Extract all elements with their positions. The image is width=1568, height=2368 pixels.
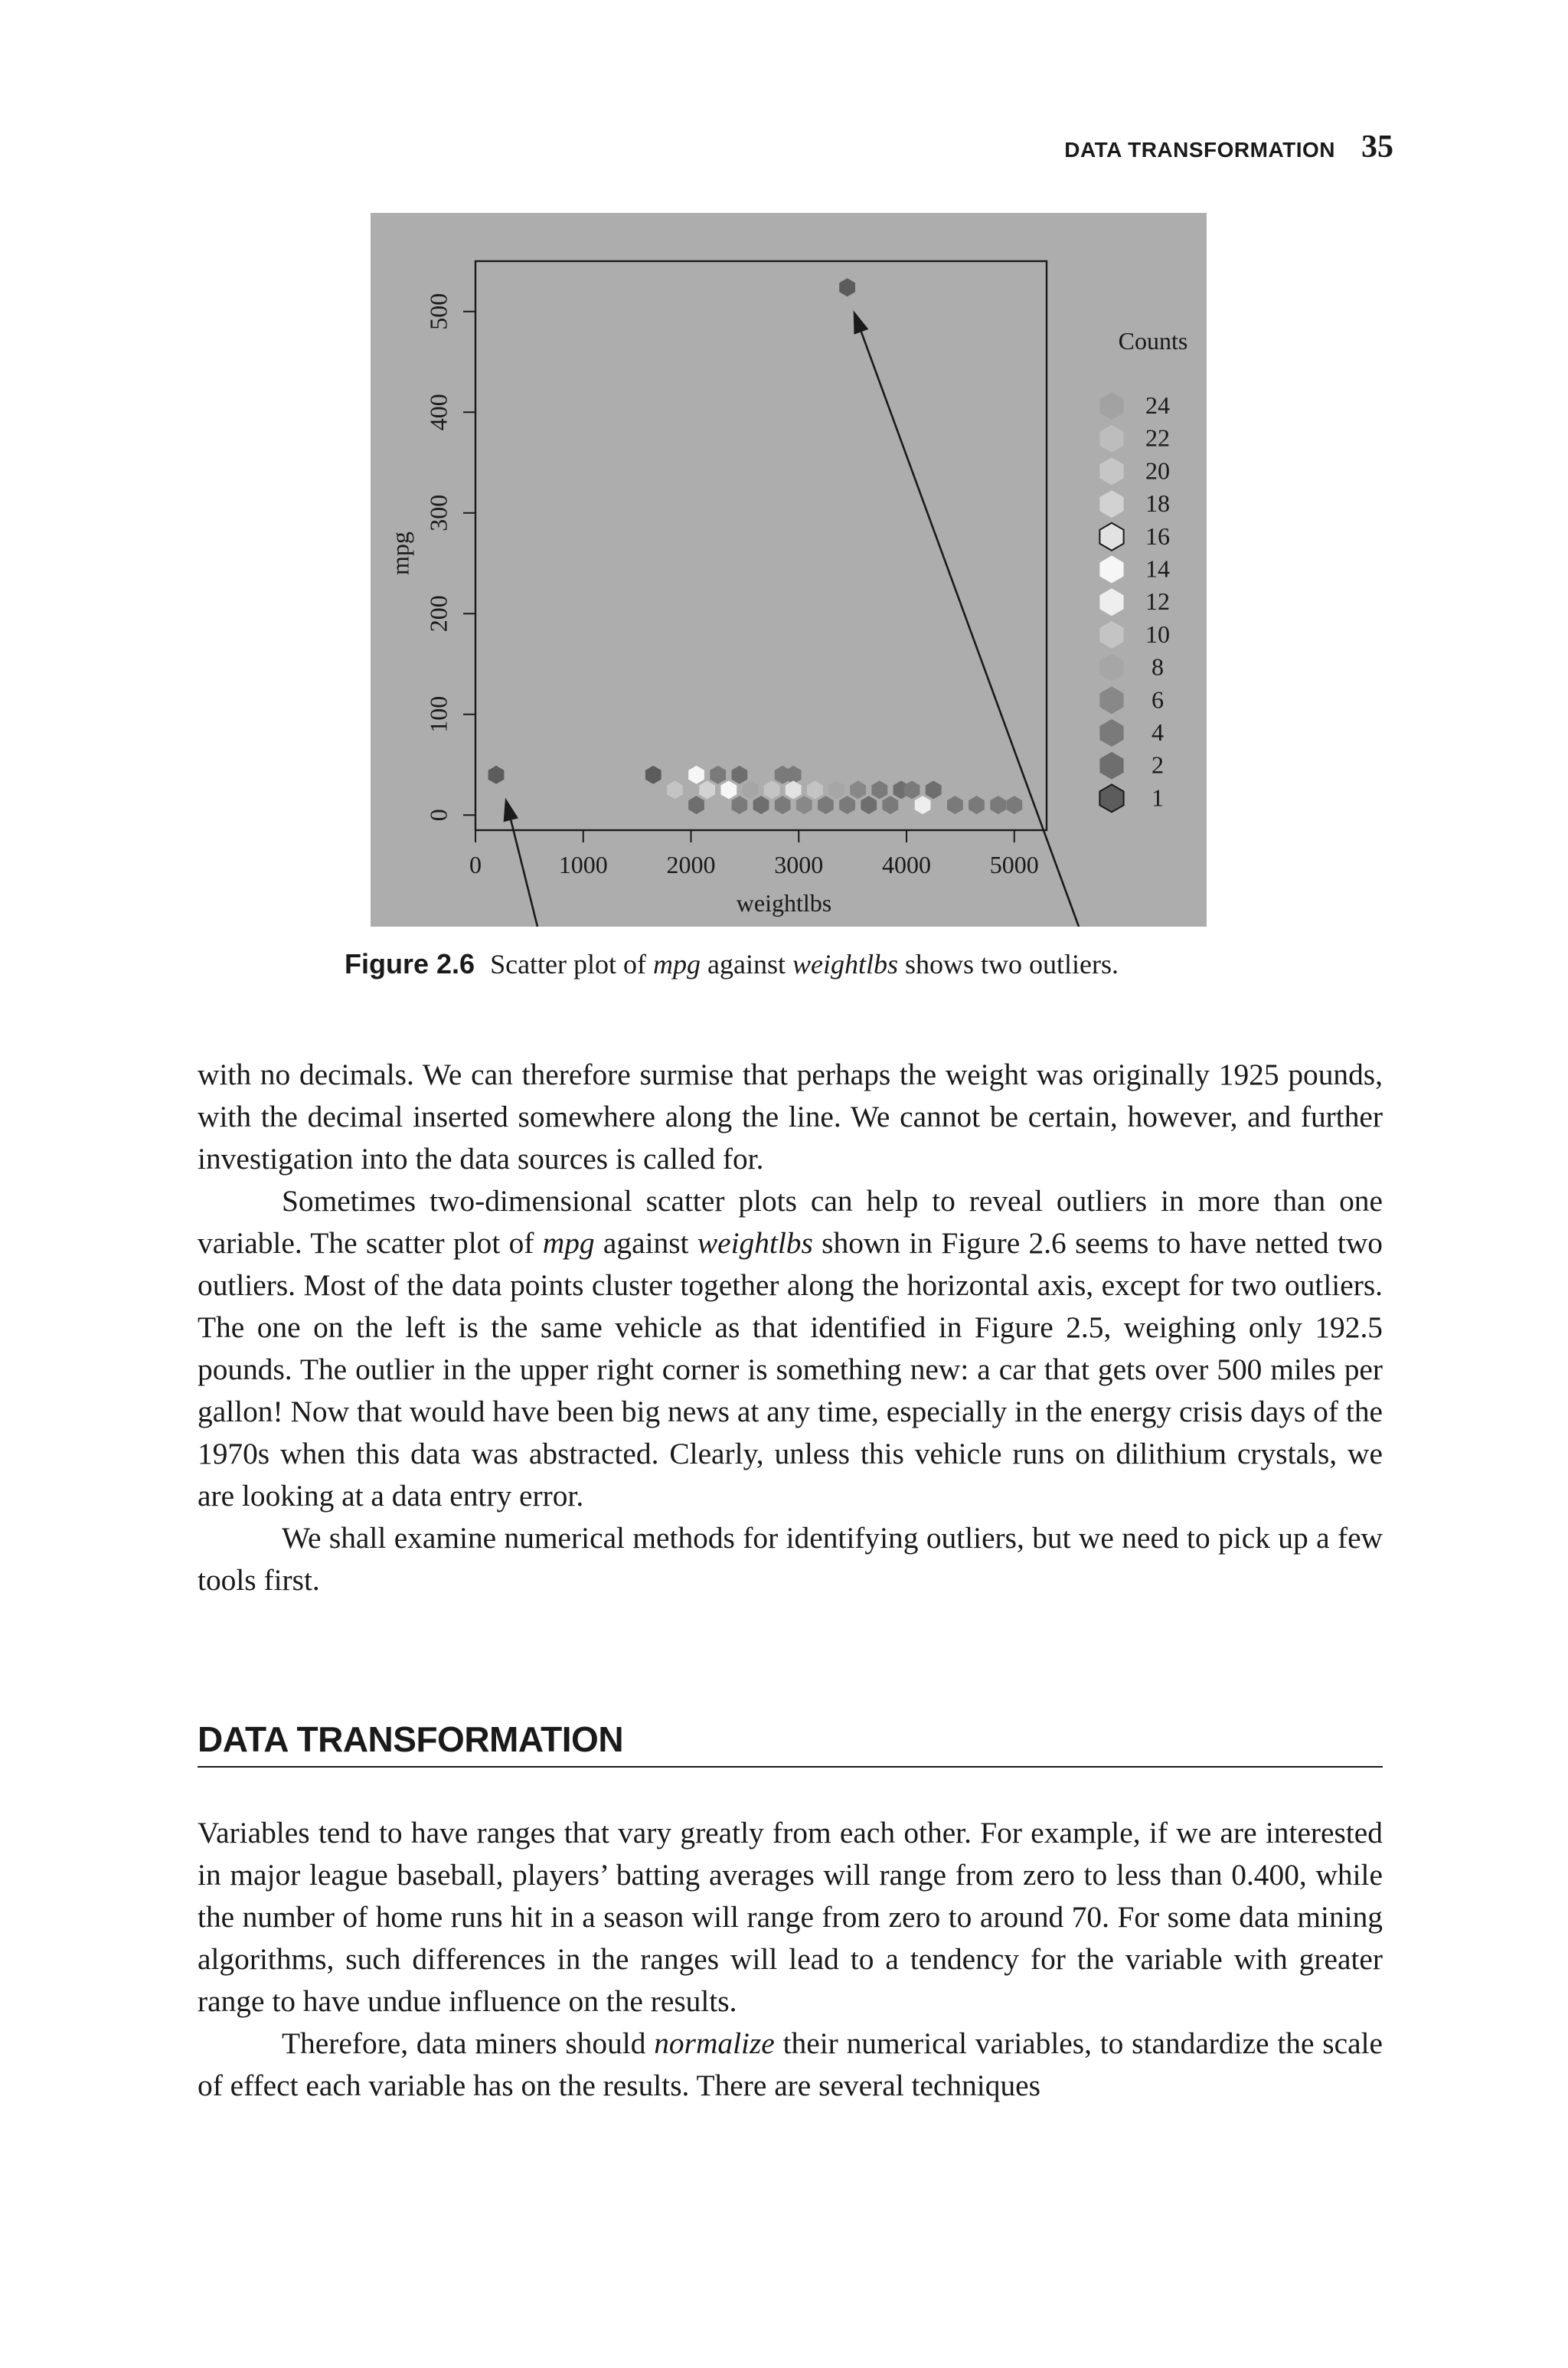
caption-text-2: against — [701, 949, 792, 980]
legend-label: 4 — [1152, 718, 1164, 746]
hexbin-point — [775, 796, 791, 814]
legend-swatch — [1099, 654, 1123, 682]
y-axis-label: mpg — [386, 531, 414, 575]
hexbin-point — [861, 796, 877, 814]
x-tick-label: 4000 — [882, 851, 932, 878]
hexbin-point — [743, 780, 759, 799]
running-head-title: DATA TRANSFORMATION — [1064, 138, 1335, 162]
hexbin-point — [1006, 796, 1022, 814]
hexbin-point — [969, 796, 985, 814]
page-number: 35 — [1361, 129, 1393, 165]
paragraph-italic-normalize: normalize — [654, 2026, 775, 2060]
hexbin-point — [699, 780, 715, 799]
legend-label: 20 — [1145, 456, 1170, 485]
caption-var-2: weightlbs — [792, 949, 899, 980]
hexbin-point — [732, 766, 748, 784]
outlier-arrow-head — [854, 310, 869, 335]
hexbin-point — [926, 780, 942, 799]
caption-text-1: Scatter plot of — [490, 949, 654, 980]
paragraph-text: their numerical variables, to standardize the scale of effect each variable has on the results. There are several techniques — [198, 2026, 1383, 2102]
legend-swatch — [1099, 719, 1123, 747]
y-tick-label: 0 — [424, 809, 452, 822]
hexbin-point — [883, 796, 899, 814]
legend-label: 24 — [1145, 391, 1170, 419]
x-axis-label: weightlbs — [736, 889, 832, 917]
paragraph-italic-weightlbs: weightlbs — [697, 1226, 813, 1260]
paragraph-text: against — [594, 1226, 697, 1260]
hexbin-point — [753, 796, 769, 814]
x-tick-label: 0 — [469, 851, 482, 878]
legend-label: 2 — [1152, 751, 1164, 779]
legend-swatch — [1099, 686, 1123, 714]
paragraph — [198, 2023, 1383, 2107]
section-heading: DATA TRANSFORMATION — [198, 1719, 1383, 1768]
paragraph-text: Sometimes two-dimensional scatter plots can help to reveal outliers in more than one variable. The scatter plot of — [198, 1184, 1383, 1260]
hexbin-point — [710, 766, 726, 784]
outlier-arrow-shaft — [511, 820, 537, 927]
hexbin-point — [915, 796, 931, 814]
hexbin-point — [645, 766, 662, 784]
figure-label: Figure 2.6 — [345, 948, 475, 980]
hexbin-point — [732, 796, 748, 814]
x-tick-label: 3000 — [774, 851, 824, 878]
hexbin-point — [720, 780, 737, 799]
hexbin-point — [786, 780, 802, 799]
legend-swatch — [1099, 588, 1123, 616]
caption-var-1: mpg — [653, 949, 701, 980]
y-tick-label: 400 — [424, 394, 452, 431]
paragraph: Variables tend to have ranges that vary greatly from each other. For example, if we are interested in major league baseball, players’ batting averages will range from zero to less than 0.400, while the number of home runs hit in a season will range from zero to around 70. For some data mining algorithms, such differences in the ranges will lead to a tendency for the variable with greater range to have undue influence on the results. — [198, 1816, 1383, 2018]
hexbin-point — [488, 766, 505, 784]
hexbin-point — [764, 780, 780, 799]
hexbin-point — [947, 796, 963, 814]
body-text-after-heading — [198, 1812, 1383, 2107]
legend-swatch — [1099, 784, 1123, 812]
legend-swatch — [1099, 556, 1123, 584]
scatter-plot-svg — [371, 213, 1207, 927]
legend-label: 10 — [1145, 620, 1170, 648]
x-tick-label: 2000 — [666, 851, 716, 878]
legend-swatch — [1099, 621, 1123, 649]
legend-swatch — [1099, 490, 1123, 518]
legend-swatch — [1099, 752, 1123, 780]
legend-swatch — [1099, 392, 1123, 420]
figure-caption — [345, 948, 1340, 980]
hexbin-point — [688, 796, 704, 814]
legend-label: 12 — [1145, 587, 1170, 616]
hexbin-point — [807, 780, 823, 799]
outlier-arrow-head — [504, 798, 518, 823]
legend-label: 6 — [1152, 685, 1164, 714]
legend-label: 1 — [1152, 783, 1164, 812]
hexbin-point — [990, 796, 1006, 814]
hexbin-point — [850, 780, 866, 799]
body-text-before-heading — [198, 1054, 1383, 1601]
hexbin-point — [904, 780, 920, 799]
hexbin-point — [828, 780, 844, 799]
legend-title: Counts — [1118, 327, 1188, 355]
hexbin-point — [796, 796, 812, 814]
paragraph — [198, 1180, 1383, 1517]
hexbin-point — [839, 278, 855, 296]
figure-hexbin-plot — [371, 213, 1207, 927]
paragraph: We shall examine numerical methods for identifying outliers, but we need to pick up a few tools first. — [198, 1521, 1383, 1597]
legend-label: 16 — [1145, 522, 1170, 550]
y-tick-label: 300 — [424, 494, 452, 531]
paragraph-italic-mpg: mpg — [542, 1226, 595, 1260]
caption-text-3: shows two outliers. — [898, 949, 1119, 980]
plot-frame — [475, 261, 1047, 830]
x-tick-label: 5000 — [989, 851, 1039, 878]
y-tick-label: 500 — [424, 293, 452, 330]
legend-label: 8 — [1152, 653, 1164, 681]
hexbin-point — [839, 796, 855, 814]
legend-swatch — [1099, 425, 1123, 453]
hexbin-point — [688, 766, 704, 784]
x-tick-label: 1000 — [558, 851, 608, 878]
legend-swatch — [1099, 457, 1123, 485]
legend-label: 18 — [1145, 489, 1170, 518]
paragraph-text: shown in Figure 2.6 seems to have netted two outliers. Most of the data points cluster together along the horizontal axis, except for two outliers. The one on the left is the same vehicle as that identified in Figure 2.5, weighing only 192.5 pounds. The outlier in the upper right corner is something new: a car that gets over 500 miles per gallon! Now that would have been big news at any time, especially in the energy crisis days of the 1970s when this data was abstracted. Clearly, unless this vehicle runs on dilithium crystals, we are looking at a data entry error. — [198, 1226, 1383, 1513]
hexbin-point — [871, 780, 887, 799]
y-tick-label: 100 — [424, 695, 452, 733]
y-tick-label: 200 — [424, 595, 452, 633]
paragraph: with no decimals. We can therefore surmise that perhaps the weight was originally 1925 pounds, with the decimal inserted somewhere along the line. We cannot be certain, however, and further investigation into the data sources is called for. — [198, 1058, 1383, 1176]
legend-label: 14 — [1145, 554, 1170, 583]
legend-swatch — [1099, 523, 1123, 551]
paragraph-text: Therefore, data miners should — [282, 2026, 655, 2060]
running-head — [1064, 129, 1393, 167]
hexbin-point — [818, 796, 834, 814]
hexbin-point — [667, 780, 683, 799]
legend-label: 22 — [1145, 424, 1170, 452]
